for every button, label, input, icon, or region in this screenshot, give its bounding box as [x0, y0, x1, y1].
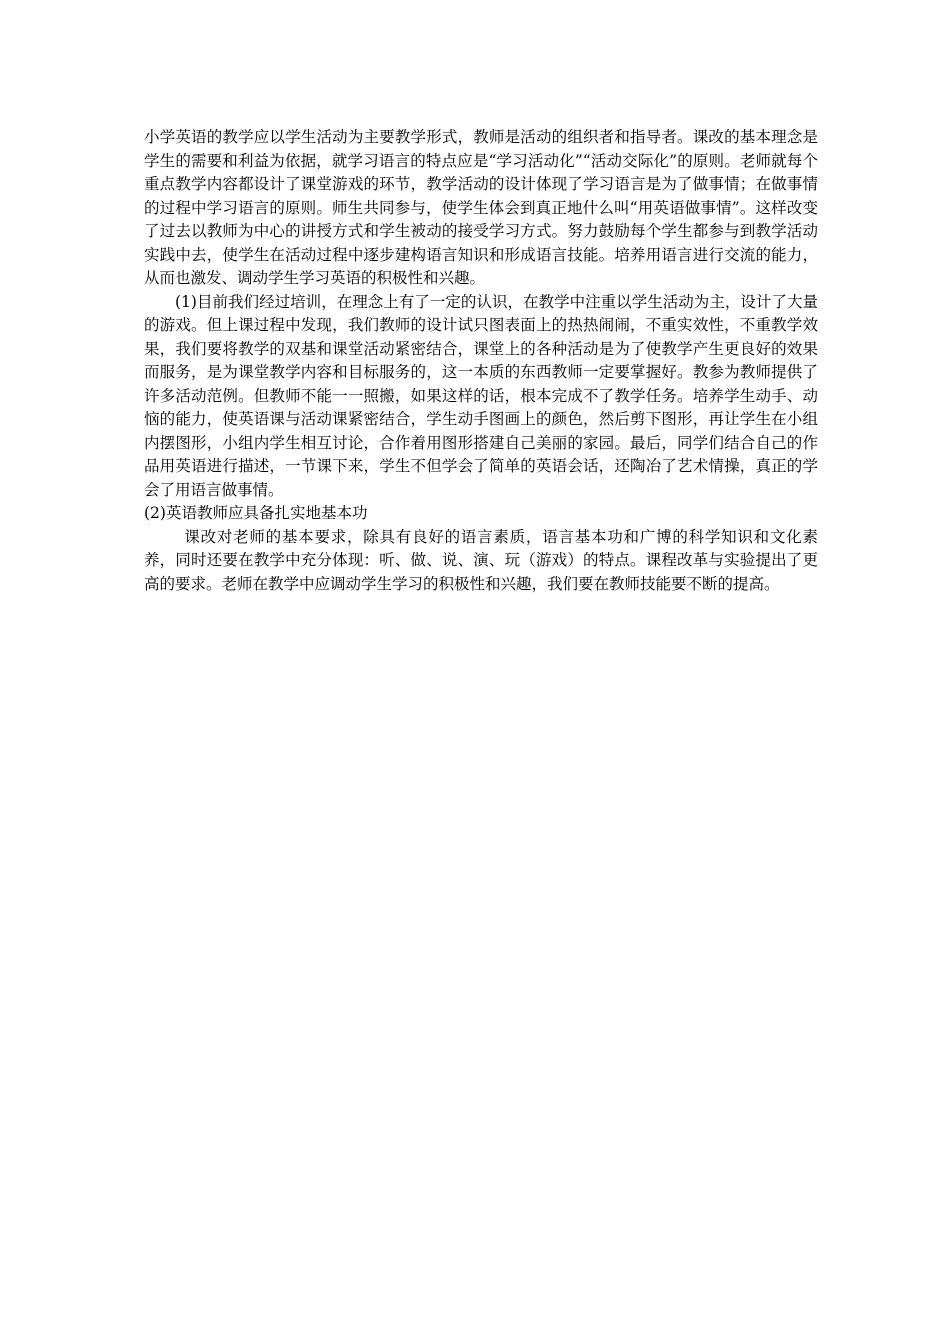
paragraph-intro: 小学英语的教学应以学生活动为主要教学形式，教师是活动的组织者和指导者。课改的基本理念是学生的需要和利益为依据，就学习语言的特点应是“学习活动化”“活动交际化”的原则。老师就每个重点教学内容都设计了课堂游戏的环节，教学活动的设计体现了学习语言是为了做事情；在做事情的过程中学习语言的原则。师生共同参与，使学生体会到真正地什么叫“用英语做事情”。这样改变了过去以教师为中心的讲授方式和学生被动的接受学习方式。努力鼓励每个学生都参与到教学活动实践中去，使学生在活动过程中逐步建构语言知识和形成语言技能。培养用语言进行交流的能力，从而也激发、调动学生学习英语的积极性和兴趣。 [144, 128, 818, 287]
paragraph-point-2: 课改对老师的基本要求，除具有良好的语言素质，语言基本功和广博的科学知识和文化素养，同时还要在教学中充分体现：听、做、说、演、玩（游戏）的特点。课程改革与实验提出了更高的要求。老师在教学中应调动学生学习的积极性和兴趣，我们要在教师技能要不断的提高。 [144, 527, 818, 593]
paragraph-heading-2: (2)英语教师应具备扎实地基本功 [144, 504, 368, 522]
document-body [144, 126, 818, 596]
paragraph-point-1: (1)目前我们经过培训，在理念上有了一定的认识，在教学中注重以学生活动为主，设计了大量的游戏。但上课过程中发现，我们教师的设计试只图表面上的热热闹闹，不重实效性，不重教学效果，我们要将教学的双基和课堂活动紧密结合，课堂上的各种活动是为了使教学产生更良好的效果而服务，是为课堂教学内容和目标服务的，这一本质的东西教师一定要掌握好。教参为教师提供了许多活动范例。但教师不能一一照搬，如果这样的话，根本完成不了教学任务。培养学生动手、动恼的能力，使英语课与活动课紧密结合，学生动手图画上的颜色，然后剪下图形，再让学生在小组内摆图形，小组内学生相互讨论，合作着用图形搭建自己美丽的家园。最后，同学们结合自己的作品用英语进行描述，一节课下来，学生不但学会了简单的英语会话，还陶冶了艺术情操，真正的学会了用语言做事情。 [144, 292, 818, 499]
